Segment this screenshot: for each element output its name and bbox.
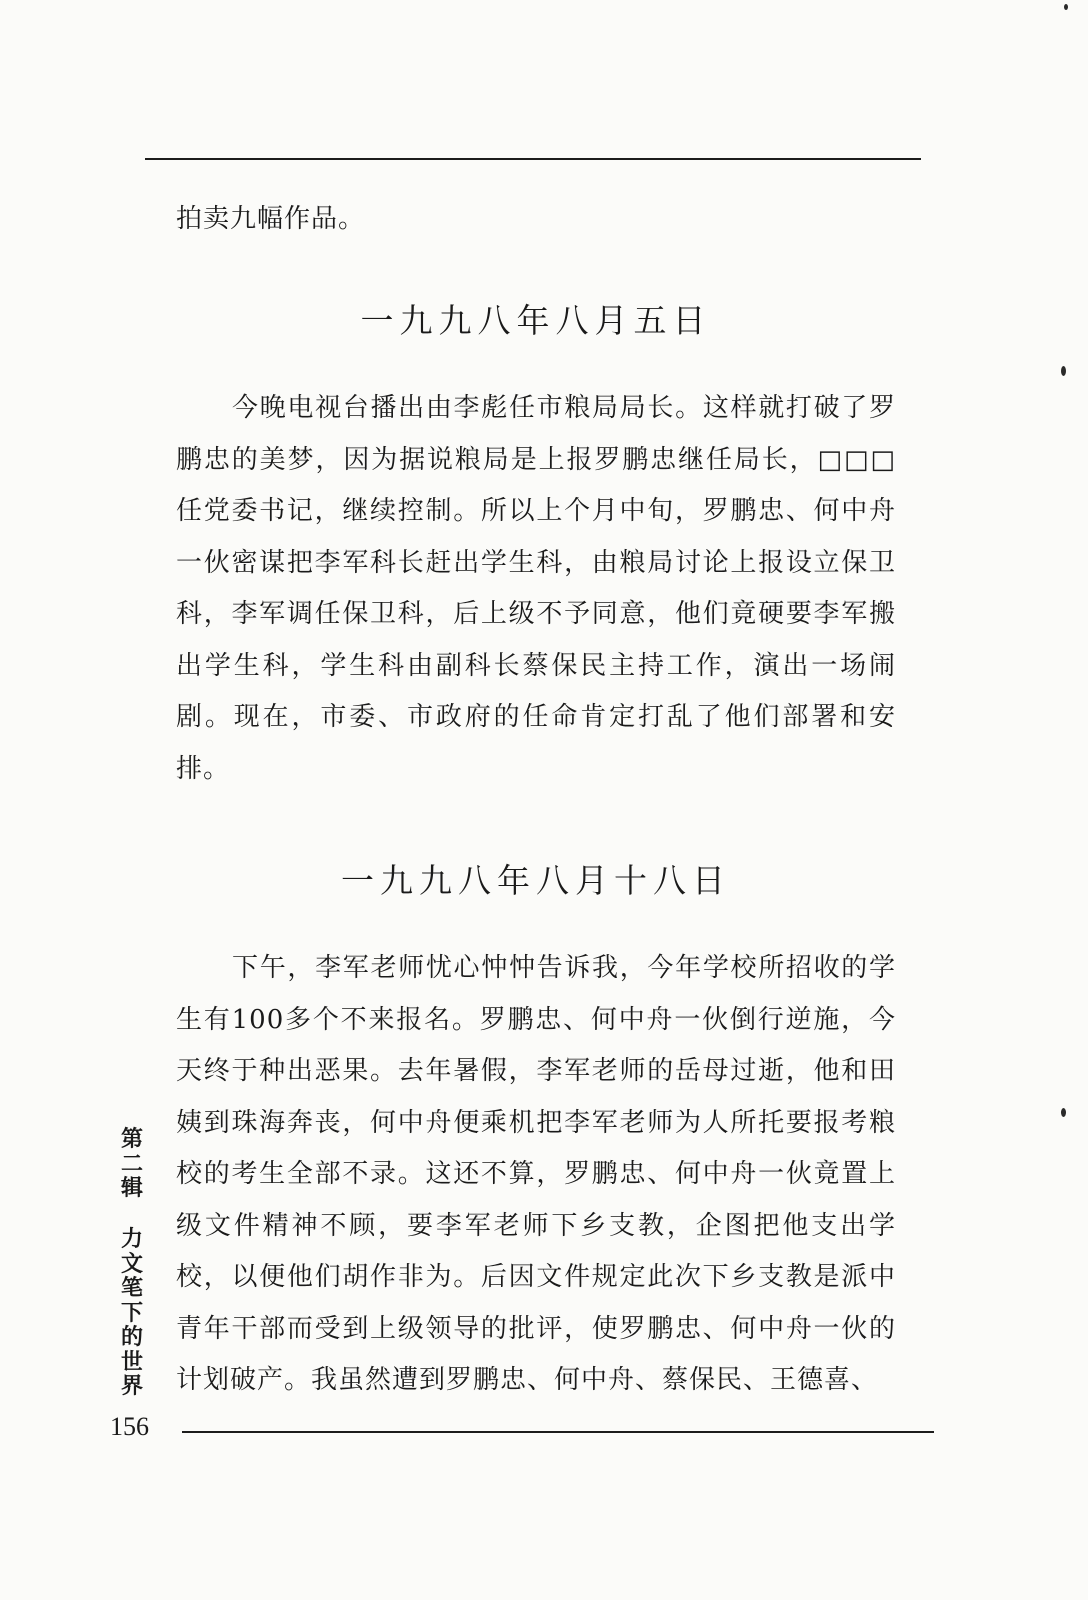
- entry-paragraph: 下午，李军老师忧心忡忡告诉我，今年学校所招收的学生有100多个不来报名。罗鹏忠、何中舟一伙倒行逆施，今天终于种出恶果。去年暑假，李军老师的岳母过逝，他和田姨到珠海奔丧，何中舟便乘机把李军老师为人所托要报考粮校的考生全部不录。这还不算，罗鹏忠、何中舟一伙竟置上级文件精神不顾，要李军老师下乡支教，企图把他支出学校，以便他们胡作非为。后因文件规定此次下乡支教是派中青年干部而受到上级领导的批评，使罗鹏忠、何中舟一伙的计划破产。我虽然遭到罗鹏忠、何中舟、蔡保民、王德喜、: [176, 953, 896, 1395]
- scan-speck: [1061, 366, 1066, 376]
- section-label: 第 二 辑: [120, 1127, 143, 1201]
- footer-rule: [182, 1431, 934, 1433]
- entry-date-heading: 一九九八年八月五日: [360, 301, 712, 340]
- opening-line: 拍卖九幅作品。: [176, 204, 366, 234]
- book-title-label: 力 文 笔 下 的 世 界: [120, 1227, 143, 1399]
- page-number: 156: [110, 1412, 149, 1441]
- scan-speck: [1064, 4, 1068, 10]
- entry-paragraph: 今晚电视台播出由李彪任市粮局局长。这样就打破了罗鹏忠的美梦，因为据说粮局是上报罗鹏忠继任局长，□□□任党委书记，继续控制。所以上个月中旬，罗鹏忠、何中舟一伙密谋把李军科长赶出学生科，由粮局讨论上报设立保卫科，李军调任保卫科，后上级不予同意，他们竟硬要李军搬出学生科，学生科由副科长蔡保民主持工作，演出一场闹剧。现在，市委、市政府的任命肯定打乱了他们部署和安排。: [176, 393, 896, 784]
- header-rule: [145, 158, 921, 160]
- scan-speck: [1061, 1108, 1066, 1117]
- entry-date-heading: 一九九八年八月十八日: [341, 861, 731, 900]
